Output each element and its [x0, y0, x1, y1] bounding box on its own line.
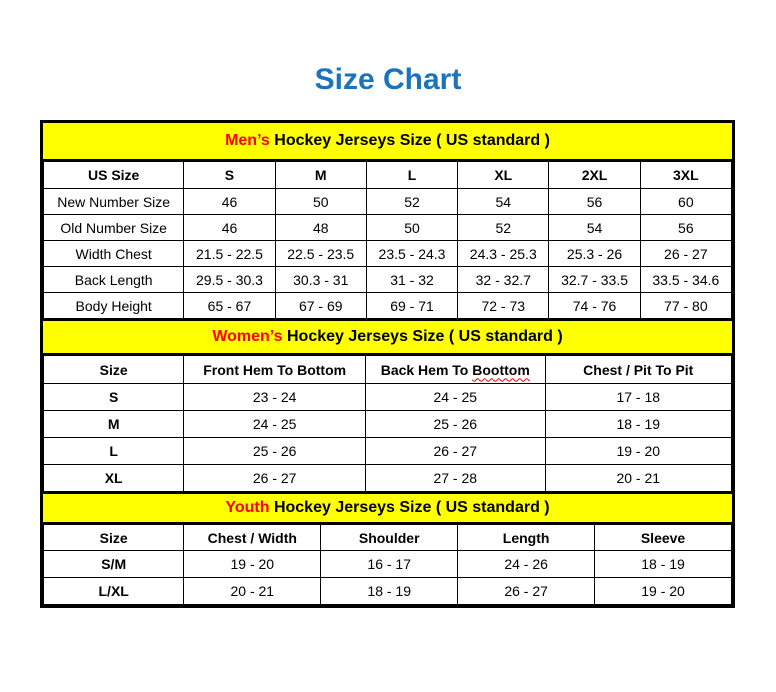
column-header: Size [44, 525, 184, 551]
section-header-womens-rest: Hockey Jerseys Size ( US standard ) [282, 328, 563, 345]
column-header: Front Hem To Bottom [184, 356, 366, 384]
row-label-cell: Old Number Size [44, 215, 184, 241]
value-cell: 50 [275, 189, 366, 215]
section-header-mens-highlight: Men’s [225, 132, 270, 149]
value-cell: 54 [549, 215, 640, 241]
value-cell: 30.3 - 31 [275, 267, 366, 293]
column-header: Shoulder [321, 525, 458, 551]
section-header-youth [43, 492, 732, 524]
table-row [44, 267, 732, 293]
row-label-cell: L/XL [44, 578, 184, 605]
value-cell: 16 - 17 [321, 551, 458, 578]
value-cell: 54 [458, 189, 549, 215]
header-row [44, 525, 732, 551]
section-header-womens [43, 319, 732, 355]
column-header: Length [458, 525, 595, 551]
section-header-youth-highlight: Youth [225, 499, 270, 516]
value-cell: 24.3 - 25.3 [458, 241, 549, 267]
value-cell: 23.5 - 24.3 [366, 241, 457, 267]
column-header: XL [458, 162, 549, 189]
table-row [44, 551, 732, 578]
value-cell: 46 [184, 215, 275, 241]
value-cell: 22.5 - 23.5 [275, 241, 366, 267]
youth-size-table [43, 524, 732, 605]
value-cell: 50 [366, 215, 457, 241]
value-cell: 26 - 27 [184, 465, 366, 492]
row-label-cell: L [44, 438, 184, 465]
column-header: M [275, 162, 366, 189]
value-cell: 26 - 27 [458, 578, 595, 605]
mens-size-table [43, 161, 732, 319]
value-cell: 17 - 18 [545, 384, 731, 411]
row-label-cell: S [44, 384, 184, 411]
value-cell: 24 - 25 [184, 411, 366, 438]
value-cell: 32.7 - 33.5 [549, 267, 640, 293]
value-cell: 19 - 20 [545, 438, 731, 465]
column-header: Size [44, 356, 184, 384]
section-header-mens-rest: Hockey Jerseys Size ( US standard ) [269, 132, 550, 149]
value-cell: 32 - 32.7 [458, 267, 549, 293]
value-cell: 56 [640, 215, 731, 241]
row-label-cell: Back Length [44, 267, 184, 293]
size-chart-table [40, 120, 735, 608]
value-cell: 20 - 21 [545, 465, 731, 492]
table-row [44, 215, 732, 241]
value-cell: 20 - 21 [184, 578, 321, 605]
column-header: US Size [44, 162, 184, 189]
value-cell: 25 - 26 [365, 411, 545, 438]
row-label-cell: XL [44, 465, 184, 492]
section-header-youth-rest: Hockey Jerseys Size ( US standard ) [269, 499, 550, 516]
value-cell: 21.5 - 22.5 [184, 241, 275, 267]
value-cell: 23 - 24 [184, 384, 366, 411]
section-header-mens [43, 123, 732, 161]
table-row [44, 411, 732, 438]
misspelled-word: Boottom [472, 361, 530, 378]
table-row [44, 465, 732, 492]
value-cell: 31 - 32 [366, 267, 457, 293]
value-cell: 25.3 - 26 [549, 241, 640, 267]
value-cell: 19 - 20 [595, 578, 732, 605]
table-row [44, 189, 732, 215]
value-cell: 67 - 69 [275, 293, 366, 319]
value-cell: 74 - 76 [549, 293, 640, 319]
value-cell: 25 - 26 [184, 438, 366, 465]
value-cell: 65 - 67 [184, 293, 275, 319]
value-cell: 19 - 20 [184, 551, 321, 578]
value-cell: 56 [549, 189, 640, 215]
section-header-womens-highlight: Women’s [212, 328, 283, 345]
value-cell: 24 - 26 [458, 551, 595, 578]
value-cell: 24 - 25 [365, 384, 545, 411]
header-row [44, 162, 732, 189]
value-cell: 33.5 - 34.6 [640, 267, 731, 293]
value-cell: 26 - 27 [365, 438, 545, 465]
column-header: Sleeve [595, 525, 732, 551]
table-row [44, 438, 732, 465]
value-cell: 72 - 73 [458, 293, 549, 319]
value-cell: 77 - 80 [640, 293, 731, 319]
value-cell: 18 - 19 [545, 411, 731, 438]
row-label-cell: S/M [44, 551, 184, 578]
table-row [44, 241, 732, 267]
value-cell: 26 - 27 [640, 241, 731, 267]
value-cell: 60 [640, 189, 731, 215]
value-cell: 18 - 19 [321, 578, 458, 605]
value-cell: 29.5 - 30.3 [184, 267, 275, 293]
table-row [44, 578, 732, 605]
column-header: Chest / Pit To Pit [545, 356, 731, 384]
womens-size-table [43, 355, 732, 492]
table-row [44, 293, 732, 319]
value-cell: 52 [458, 215, 549, 241]
row-label-cell: New Number Size [44, 189, 184, 215]
value-cell: 46 [184, 189, 275, 215]
table-row [44, 384, 732, 411]
column-header: Chest / Width [184, 525, 321, 551]
column-header: S [184, 162, 275, 189]
column-header: 3XL [640, 162, 731, 189]
column-header: 2XL [549, 162, 640, 189]
row-label-cell: Body Height [44, 293, 184, 319]
header-row [44, 356, 732, 384]
column-header: L [366, 162, 457, 189]
row-label-cell: M [44, 411, 184, 438]
value-cell: 69 - 71 [366, 293, 457, 319]
value-cell: 18 - 19 [595, 551, 732, 578]
column-header: Back Hem To Boottom [365, 356, 545, 384]
page-title: Size Chart [314, 63, 462, 96]
value-cell: 48 [275, 215, 366, 241]
row-label-cell: Width Chest [44, 241, 184, 267]
value-cell: 52 [366, 189, 457, 215]
value-cell: 27 - 28 [365, 465, 545, 492]
